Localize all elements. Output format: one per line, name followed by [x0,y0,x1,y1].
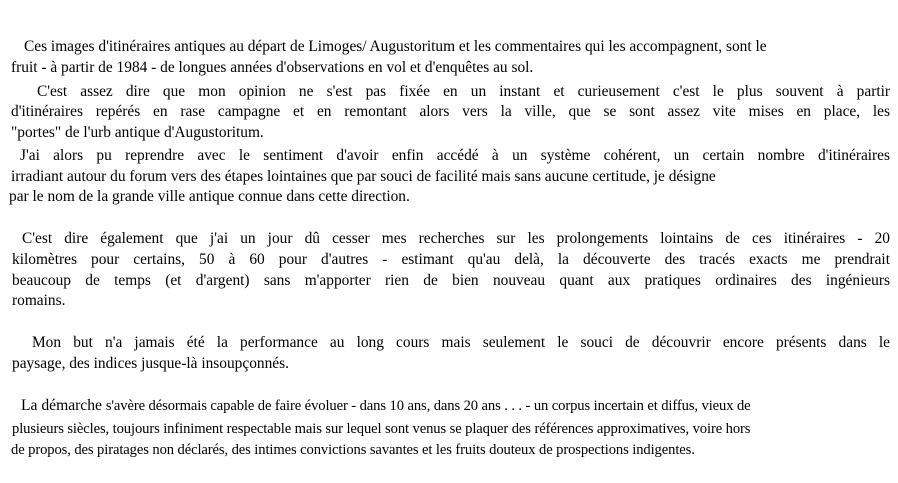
paragraph-2-line-3: "portes" de l'urb antique d'Augustoritum. [11,124,264,141]
paragraph-4-line-2: kilomètres pour certains, 50 à 60 pour d'autres - estimant qu'au delà, la découverte des tracés exacts me prendrait [12,251,890,268]
paragraph-3-line-1: J'ai alors pu reprendre avec le sentiment d'avoir enfin accédé à un système cohérent, un certain nombre d'itinéraires [20,147,890,164]
paragraph-4-line-1: C'est dire également que j'ai un jour dû cesser mes recherches sur les prolongements lointains de ces itinéraires - 20 [22,230,890,247]
paragraph-5-line-1: Mon but n'a jamais été la performance au long cours mais seulement le souci de découvrir encore présents dans le [32,334,890,351]
paragraph-4-line-4: romains. [12,292,66,309]
paragraph-5-line-2: paysage, des indices jusque-là insoupçonnés. [12,355,289,372]
paragraph-6-line-2: plusieurs siècles, toujours infiniment respectable mais sur lequel sont venus se plaquer des références approximatives, voire hors [12,421,751,437]
paragraph-3-line-2: irradiant autour du forum vers des étapes lointaines que par souci de facilité mais sans aucune certitude, je désigne [11,168,716,185]
paragraph-6-line-1-rest: s'avère désormais capable de faire évoluer - dans 10 ans, dans 20 ans . . . - un corpus incertain et diffus, vieux de [105,398,751,414]
paragraph-6-lead: La démarche [21,397,102,414]
paragraph-1-line-1: Ces images d'itinéraires antiques au départ de Limoges/ Augustoritum et les commentaires qui les accompagnent, sont le [24,38,767,55]
paragraph-6-line-1 [12,396,751,417]
paragraph-6-line-3: de propos, des piratages non déclarés, des intimes convictions savantes et les fruits douteux de prospections indigentes. [11,442,695,458]
paragraph-2-line-1: C'est assez dire que mon opinion ne s'est pas fixée en un instant et curieusement c'est le plus souvent à partir [37,83,890,100]
paragraph-1-line-2: fruit - à partir de 1984 - de longues années d'observations en vol et d'enquêtes au sol. [11,59,534,76]
paragraph-4-line-3: beaucoup de temps (et d'argent) sans m'apporter rien de bien nouveau quant aux pratiques ordinaires des ingénieurs [12,272,890,289]
paragraph-3-line-3: par le nom de la grande ville antique connue dans cette direction. [9,188,410,205]
paragraph-2-line-2: d'itinéraires repérés en rase campagne et en remontant alors vers la ville, que se sont assez vite mises en place, les [11,103,890,120]
